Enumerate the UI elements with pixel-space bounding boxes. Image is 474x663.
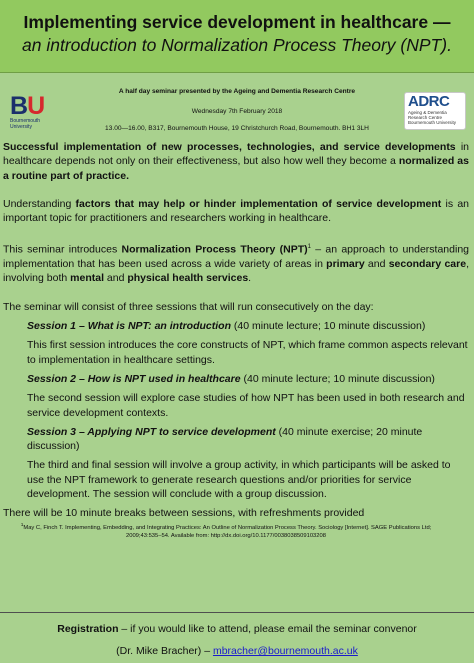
session-1-heading: Session 1 – What is NPT: an introduction (40 minute lecture; 10 minute discussion): [27, 320, 426, 333]
intro-paragraph-1: Successful implementation of new processes, technologies, and service developments in healthcare depends not only on their effectiveness, but also how well they become a normalized as a routine part of practice.: [3, 141, 469, 182]
session-3-description: The third and final session will involve a group activity, in which participants will be asked to use the NPT framework to generate research questions and/or priorities for service development. The session will conclude with a group discussion.: [27, 459, 451, 501]
reference-footnote: $^1$May C, Finch T. Implementing, Embedding, and Integrating Practices: An Outline of Normalization Process Theory. Sociology [Internet]. SAGE Publications Ltd; 2009;43:535–54. Available from: http://dx.doi.org/10.1177/0038038509103208: [20, 522, 432, 539]
breaks-note: There will be 10 minute breaks between sessions, with refreshments provided: [3, 507, 365, 520]
adrc-logo: ADRC Ageing & Dementia Research Centre Bournemouth University: [404, 92, 466, 130]
title-line-2: an introduction to Normalization Process Theory (NPT).: [22, 35, 452, 55]
intro-paragraph-2: Understanding factors that may help or hinder implementation of service development is an important topic for practitioners and researchers working in healthcare.: [3, 198, 469, 225]
title-line-1: Implementing service development in healthcare —: [23, 12, 451, 32]
registration-line: Registration – if you would like to attend, please email the seminar convenor: [57, 623, 417, 635]
registration-footer: [0, 612, 474, 663]
title-banner: [0, 0, 474, 73]
seminar-info: [0, 86, 474, 138]
session-3-heading: Session 3 – Applying NPT to service development (40 minute exercise; 20 minute discussion): [27, 425, 423, 453]
sessions-intro: The seminar will consist of three sessions that will run consecutively on the day:: [3, 300, 374, 313]
intro-paragraph-3: This seminar introduces Normalization Process Theory (NPT)$^1$ – an approach to understanding implementation that has been used across a wide variety of areas in primary and secondary care, involving both mental and physical health services.: [3, 243, 469, 285]
bournemouth-university-logo: BU Bournemouth University: [10, 92, 45, 130]
session-2-heading: Session 2 – How is NPT used in healthcare (40 minute lecture; 10 minute discussion): [27, 372, 435, 385]
time-location-line: 13.00—16.00, B317, Bournemouth House, 19 Christchurch Road, Bournemouth. BH1 3LH: [105, 125, 369, 132]
session-2-description: The second session will explore case studies of how NPT has been used in both research and service development contexts.: [27, 392, 465, 419]
contact-line: (Dr. Mike Bracher) – mbracher@bournemouth.ac.uk: [116, 645, 358, 657]
session-1-description: This first session introduces the core constructs of NPT, which frame common aspects relevant to implementation in healthcare settings.: [27, 339, 468, 366]
presenter-line: A half day seminar presented by the Ageing and Dementia Research Centre: [118, 88, 356, 95]
date-line: Wednesday 7th February 2018: [191, 108, 283, 115]
email-link[interactable]: mbracher@bournemouth.ac.uk: [212, 645, 358, 657]
main-content: [3, 140, 469, 540]
